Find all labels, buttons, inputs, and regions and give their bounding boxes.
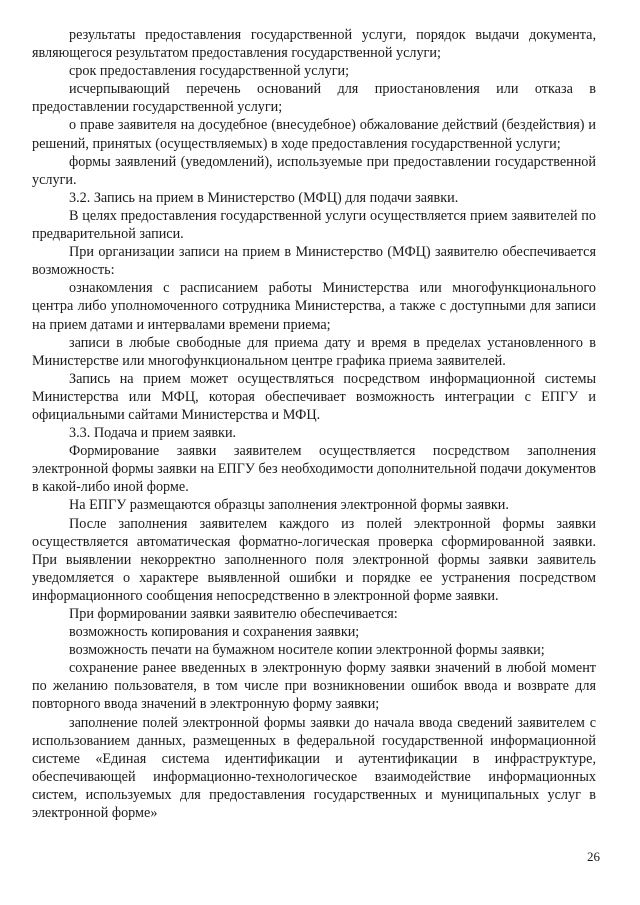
paragraph-appeal-right: о праве заявителя на досудебное (внесудебное) обжалование действий (бездействия) и решений, принятых (осуществляемых) в ходе предоставления государственной услуги; — [32, 117, 596, 152]
paragraph-appointment-organization: При организации записи на прием в Министерство (МФЦ) заявителю обеспечивается возможность: — [32, 244, 596, 279]
paragraph-save-values: сохранение ранее введенных в электронную форму заявки значений в любой момент по желанию пользователя, в том числе при возникновении ошибок ввода и возврате для повторного ввода значений в электронную форму заявки; — [32, 660, 596, 713]
paragraph-refusal-grounds: исчерпывающий перечень оснований для приостановления или отказа в предоставлении государственной услуги; — [32, 81, 596, 116]
page-number: 26 — [587, 849, 600, 864]
document-page — [32, 26, 596, 822]
paragraph-provided-features: При формировании заявки заявителю обеспечивается: — [69, 606, 398, 622]
section-heading-3-3: 3.3. Подача и прием заявки. — [69, 425, 237, 442]
paragraph-schedule-review: ознакомления с расписанием работы Министерства или многофункционального центра либо уполномоченного сотрудника Министерства, а также с доступными для записи на прием датами и интервалами времени приема; — [32, 280, 596, 333]
paragraph-print-copy: возможность печати на бумажном носителе копии электронной формы заявки; — [69, 642, 545, 659]
paragraph-application-forming: Формирование заявки заявителем осуществляется посредством заполнения электронной формы заявки на ЕПГУ без необходимости дополнительной подачи документов в какой-либо иной форме. — [32, 443, 596, 496]
paragraph-copy-save: возможность копирования и сохранения заявки; — [69, 624, 360, 641]
paragraph-validation-check: После заполнения заявителем каждого из полей электронной формы заявки осуществляется автоматическая форматно-логическая проверка сформированной заявки. При выявлении некорректно заполненного поля электронной формы заявки заявитель уведомляется о характере выявленной ошибки и порядке ее устранения посредством информационного сообщения непосредственно в электронной форме заявки. — [32, 515, 596, 604]
paragraph-term-info: срок предоставления государственной услуги; — [69, 63, 350, 80]
paragraph-free-slot-booking: записи в любые свободные для приема дату и время в пределах установленного в Министерстве или многофункциональном центре графика приема заявителей. — [32, 334, 596, 369]
paragraph-appointment-purpose: В целях предоставления государственной услуги осуществляется прием заявителей по предварительной записи. — [32, 207, 596, 243]
paragraph-autofill-fields: заполнение полей электронной формы заявки до начала ввода сведений заявителем с использованием данных, размещенных в федеральной государственной информационной системе «Единая система идентификации и аутентификации в инфраструктуре, обеспечивающей информационно-технологическое взаимодействие информационных систем, используемых для предоставления государственных и муниципальных услуг в электронной форме» — [32, 714, 596, 822]
paragraph-form-samples: На ЕПГУ размещаются образцы заполнения электронной формы заявки. — [69, 497, 509, 514]
paragraph-result-info: результаты предоставления государственной услуги, порядок выдачи документа, являющегося результатом предоставления государственной услуги; — [32, 27, 596, 62]
section-heading-3-2: 3.2. Запись на прием в Министерство (МФЦ) для подачи заявки. — [69, 189, 459, 206]
paragraph-application-forms: формы заявлений (уведомлений), используемые при предоставлении государственной услуги. — [32, 153, 596, 188]
paragraph-booking-system: Запись на прием может осуществляться посредством информационной системы Министерства или МФЦ, которая обеспечивает возможность интеграции с ЕПГУ и официальными сайтами Министерства и МФЦ. — [32, 370, 596, 423]
